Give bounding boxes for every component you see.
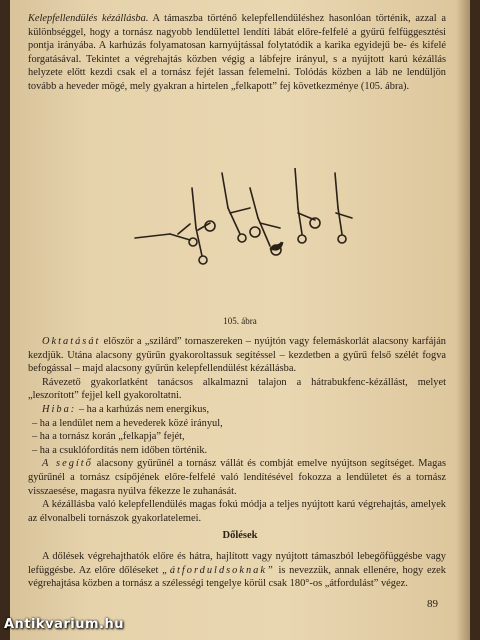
error-item: – ha a csuklófordítás nem időben történik. bbox=[32, 444, 208, 456]
errors-label: Hiba: bbox=[42, 403, 77, 415]
error-item: – ha a tornász korán „felkapja” fejét, bbox=[32, 431, 185, 443]
paragraph-text: először a „szilárd” tornaszereken – nyújtón vagy felemáskorlát alacsony karfáján kezdjük. Utána alacsony gyűrűn gyakoroltassuk segítéssel – kezdetben a gyűrű felső szélét fogva befogással – majd alacsony gyűrűn kelepfellendülést kézállásba. bbox=[28, 336, 446, 375]
page-number: 89 bbox=[427, 598, 438, 610]
paragraph-text: is nevezzük, annak ellenére, hogy ezek végrehajtása közben a tornász a szélességi tengelye körül csak 180°-os „átfordulást” végez. bbox=[28, 564, 446, 590]
paragraph-text: Rávezető gyakorlatként tanácsos alkalmazni talajon a hátrabukfenc-kézállást, melyet „leszorított” fejjel kell gyakoroltatni. bbox=[28, 376, 446, 402]
gymnast-figure bbox=[222, 173, 250, 242]
paragraph-text: A támaszba történő kelepfellendüléshez hasonlóan történik, azzal a különbséggel, hogy a tornász nagyobb lendülettel lendíti lábát előre-felfelé a gyűrű felfüggesztési pontja irányába. A karhúzás folyamatosan karnyújtással folytatódik a karika egyidejű be- és kifelé forgatásával. Tekintet a végrehajtás közben végig a lábfejre irányul, s a nyújtott karú kézállás helyzete előtt kezdi csak el a tornász fejét lassan felemelni. Tolódás közben a láb ne lendüljön tovább a heveder mögé, mely gyakran a hirtelen „felkapott” fej következménye (105. ábra). bbox=[28, 13, 446, 92]
paragraph-lead: A segítő bbox=[42, 458, 93, 470]
paragraph-text: alacsony gyűrűnél a tornász vállát és combját emelve nyújtson segítséget. Magas gyűrűnél a tornász csípőjének előre-felfelé való lendítésével fokozza a lendületet és a tornász visszaesése, magasra nyúlva fékezze le zuhanását. bbox=[28, 458, 446, 497]
figure-caption: 105. ábra bbox=[223, 316, 257, 326]
section-heading: Dőlések bbox=[222, 530, 258, 541]
gymnast-figure bbox=[295, 168, 315, 243]
figure-105-illustration bbox=[130, 168, 370, 308]
emphasis-term: „átforduldsoknak” bbox=[162, 564, 275, 576]
watermark-logo: Antikvarium.hu bbox=[4, 617, 124, 632]
gymnast-figure bbox=[335, 173, 352, 243]
paragraph-lead: Kelepfellendülés kézállásba. bbox=[28, 13, 149, 24]
book-page bbox=[10, 0, 470, 640]
gymnast-figure bbox=[192, 188, 210, 264]
gymnast-figure bbox=[135, 224, 197, 246]
body-text-section bbox=[28, 550, 446, 591]
paragraph-lead: Oktatását bbox=[42, 336, 101, 347]
paragraph-intro bbox=[28, 12, 446, 94]
body-text bbox=[28, 335, 446, 525]
paragraph-text: A dőlések végrehajthatók előre és hátra, hajlított vagy nyújtott támaszból lebegőfüggésbe vagy lefüggésbe. Az előre dőléseket bbox=[28, 551, 446, 576]
ring-icon bbox=[250, 227, 260, 237]
error-item: – ha a karhúzás nem energikus, bbox=[76, 403, 210, 415]
error-item: – ha a lendület nem a hevederek közé irányul, bbox=[32, 417, 223, 429]
paragraph-text: A kézállásba való kelepfellendülés magas fokú módja a teljes nyújtott karú végrehajtás, amelyek az élvonalbeli tornászok gyakorlatelemei. bbox=[28, 499, 446, 524]
